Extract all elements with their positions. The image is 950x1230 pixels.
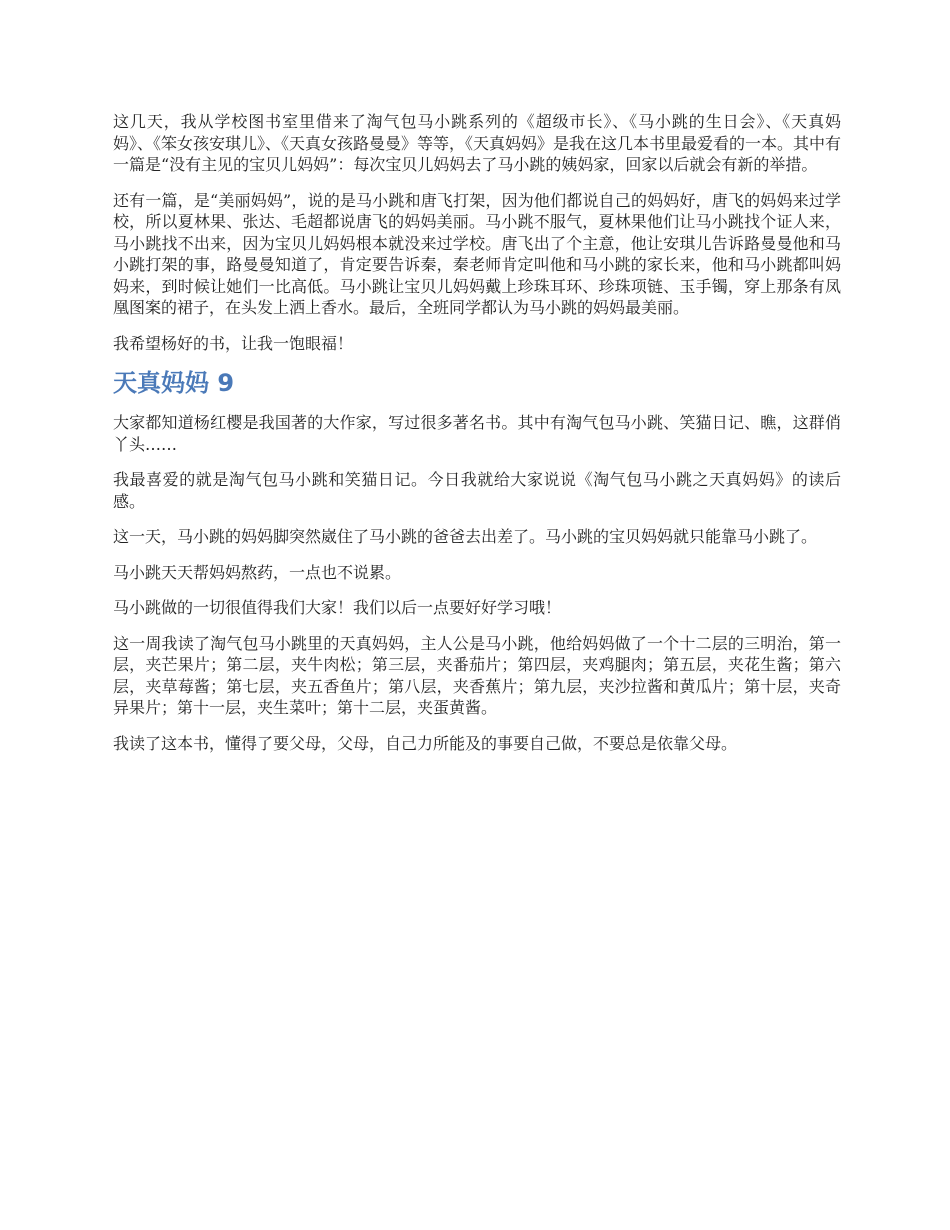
document-page xyxy=(113,111,841,768)
paragraph: 我希望杨好的书，让我一饱眼福！ xyxy=(113,333,354,353)
paragraph: 这一天，马小跳的妈妈脚突然崴住了马小跳的爸爸去出差了。马小跳的宝贝妈妈就只能靠马小跳了。 xyxy=(113,527,818,546)
section-heading: 天真妈妈 9 xyxy=(113,369,235,397)
paragraph: 这一周我读了淘气包马小跳里的天真妈妈，主人公是马小跳，他给妈妈做了一个十二层的三明治，第一层，夹芒果片；第二层，夹牛肉松；第三层，夹番茄片；第四层，夹鸡腿肉；第五层，夹花生酱；第六层，夹草莓酱；第七层，夹五香鱼片；第八层，夹香蕉片；第九层，夹沙拉酱和黄瓜片；第十层，夹奇异果片；第十一层，夹生菜叶；第十二层，夹蛋黄酱。 xyxy=(113,633,841,717)
paragraph: 马小跳做的一切很值得我们大家！我们以后一点要好好学习哦！ xyxy=(113,598,562,617)
paragraph: 大家都知道杨红樱是我国著的大作家，写过很多著名书。其中有淘气包马小跳、笑猫日记、瞧，这群俏丫头…… xyxy=(113,413,841,454)
paragraph: 我读了这本书，懂得了要父母，父母，自己力所能及的事要自己做，不要总是依靠父母。 xyxy=(113,733,738,753)
paragraph: 这几天，我从学校图书室里借来了淘气包马小跳系列的《超级市长》、《马小跳的生日会》、《天真妈妈》、《笨女孩安琪儿》、《天真女孩路曼曼》等等，《天真妈妈》是我在这几本书里最爱看的一本。其中有一篇是“没有主见的宝贝儿妈妈”：每次宝贝儿妈妈去了马小跳的姨妈家，回家以后就会有新的举措。 xyxy=(113,112,842,174)
paragraph: 我最喜爱的就是淘气包马小跳和笑猫日记。今日我就给大家说说《淘气包马小跳之天真妈妈》的读后感。 xyxy=(113,470,841,511)
paragraph: 马小跳天天帮妈妈熬药，一点也不说累。 xyxy=(113,562,402,582)
paragraph: 还有一篇，是“美丽妈妈”，说的是马小跳和唐飞打架，因为他们都说自己的妈妈好，唐飞的妈妈来过学校，所以夏林果、张达、毛超都说唐飞的妈妈美丽。马小跳不服气，夏林果他们让马小跳找个证人来，马小跳找不出来，因为宝贝儿妈妈根本就没来过学校。唐飞出了个主意，他让安琪儿告诉路曼曼他和马小跳打架的事，路曼曼知道了，肯定要告诉秦，秦老师肯定叫他和马小跳的家长来，他和马小跳都叫妈妈来，到时候让她们一比高低。马小跳让宝贝儿妈妈戴上珍珠耳环、珍珠项链、玉手镯，穿上那条有凤凰图案的裙子，在头发上洒上香水。最后，全班同学都认为马小跳的妈妈最美丽。 xyxy=(113,190,841,317)
